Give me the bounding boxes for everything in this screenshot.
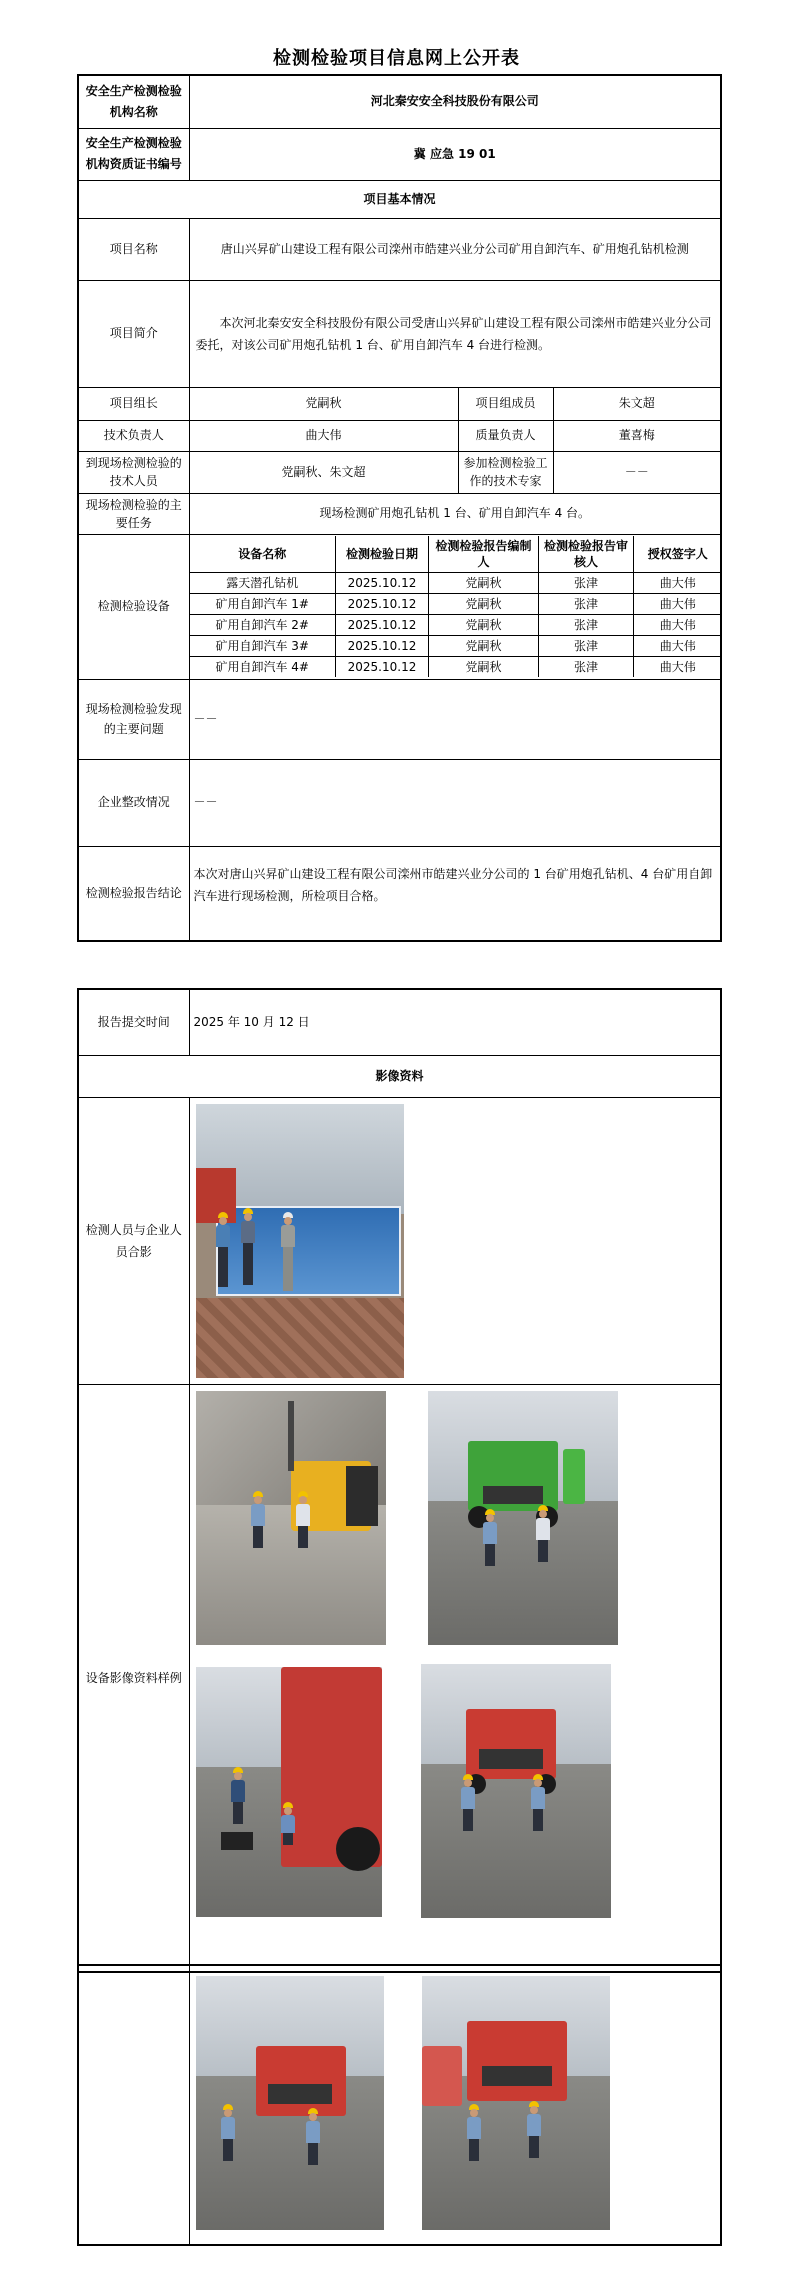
equipment-cell-date: 2025.10.12 — [336, 656, 429, 677]
tech-row — [78, 420, 721, 451]
equipment-photo-label: 设备影像资料样例 — [78, 1384, 189, 1972]
quality-label: 质量负责人 — [458, 420, 553, 451]
equipment-cell-name: 矿用自卸汽车 1# — [190, 593, 336, 614]
equipment-header: 检测检验报告编制人 — [429, 536, 539, 572]
truck-photo-2 — [196, 1667, 382, 1917]
task-label: 现场检测检验的主要任务 — [78, 493, 189, 534]
org-name-row — [78, 75, 721, 128]
equipment-cell-signer: 曲大伟 — [634, 656, 722, 677]
table-row — [190, 572, 722, 593]
equipment-cell-date: 2025.10.12 — [336, 593, 429, 614]
truck-photo-4 — [196, 1976, 384, 2230]
extra-photo-table — [77, 1964, 722, 2246]
equipment-row — [78, 534, 721, 679]
cert-row — [78, 128, 721, 180]
equipment-cell-signer: 曲大伟 — [634, 572, 722, 593]
cert-label: 安全生产检测检验机构资质证书编号 — [78, 128, 189, 180]
onsite-label: 到现场检测检验的技术人员 — [78, 451, 189, 493]
table-row — [190, 614, 722, 635]
drill-photo — [196, 1391, 386, 1645]
equipment-cell-author: 党嗣秋 — [429, 614, 539, 635]
problems-row — [78, 679, 721, 759]
truck-photo-5 — [422, 1976, 610, 2230]
conclusion-label: 检测检验报告结论 — [78, 846, 189, 941]
equipment-cell-name: 露天潜孔钻机 — [190, 572, 336, 593]
equipment-header: 检测检验日期 — [336, 536, 429, 572]
table-row — [190, 656, 722, 677]
member-label: 项目组成员 — [458, 387, 553, 420]
equipment-header-row — [190, 536, 722, 572]
leader-row — [78, 387, 721, 420]
equipment-cell-signer: 曲大伟 — [634, 614, 722, 635]
equipment-cell-reviewer: 张津 — [539, 572, 634, 593]
table-row — [190, 593, 722, 614]
equipment-cell-date: 2025.10.12 — [336, 614, 429, 635]
expert-label: 参加检测检验工作的技术专家 — [458, 451, 553, 493]
task-row — [78, 493, 721, 534]
equipment-cell-author: 党嗣秋 — [429, 572, 539, 593]
equipment-label: 检测检验设备 — [78, 534, 189, 679]
intro-value: 本次河北秦安安全科技股份有限公司受唐山兴昇矿山建设工程有限公司滦州市皓建兴业分公司委托，对该公司矿用炮孔钻机 1 台、矿用自卸汽车 4 台进行检测。 — [189, 280, 721, 387]
equipment-cell-author: 党嗣秋 — [429, 635, 539, 656]
page-title: 检测检验项目信息网上公开表 — [273, 48, 520, 69]
conclusion-row — [78, 846, 721, 941]
equipment-cell — [189, 534, 721, 679]
problems-value: －－ — [189, 679, 721, 759]
equipment-cell-date: 2025.10.12 — [336, 572, 429, 593]
project-name-label: 项目名称 — [78, 218, 189, 280]
truck-photo-1 — [428, 1391, 618, 1645]
project-name-row — [78, 218, 721, 280]
equipment-cell-author: 党嗣秋 — [429, 656, 539, 677]
group-photo-label: 检测人员与企业人员合影 — [78, 1097, 189, 1384]
onsite-value: 党嗣秋、朱文超 — [189, 451, 458, 493]
tech-value: 曲大伟 — [189, 420, 458, 451]
group-photo-cell — [189, 1097, 721, 1384]
media-title: 影像资料 — [78, 1055, 721, 1097]
equipment-cell-date: 2025.10.12 — [336, 635, 429, 656]
intro-row — [78, 280, 721, 387]
cert-value: 冀 应急 19 01 — [189, 128, 721, 180]
submit-value: 2025 年 10 月 12 日 — [189, 989, 721, 1055]
equipment-header: 设备名称 — [190, 536, 336, 572]
extra-photo-label — [78, 1965, 189, 2245]
intro-label: 项目简介 — [78, 280, 189, 387]
media-table — [77, 988, 722, 1973]
equipment-cell-name: 矿用自卸汽车 3# — [190, 635, 336, 656]
rectify-label: 企业整改情况 — [78, 759, 189, 846]
equipment-cell-signer: 曲大伟 — [634, 635, 722, 656]
info-table — [77, 74, 722, 942]
tech-label: 技术负责人 — [78, 420, 189, 451]
problems-label: 现场检测检验发现的主要问题 — [78, 679, 189, 759]
expert-value: －－ — [553, 451, 721, 493]
table-row — [190, 635, 722, 656]
equipment-photo-cell — [189, 1384, 721, 1972]
equipment-cell-signer: 曲大伟 — [634, 593, 722, 614]
rectify-row — [78, 759, 721, 846]
member-value: 朱文超 — [553, 387, 721, 420]
equipment-cell-reviewer: 张津 — [539, 614, 634, 635]
project-name-value: 唐山兴昇矿山建设工程有限公司滦州市皓建兴业分公司矿用自卸汽车、矿用炮孔钻机检测 — [189, 218, 721, 280]
equipment-cell-reviewer: 张津 — [539, 635, 634, 656]
equipment-photo-row — [78, 1384, 721, 1972]
group-photo-row — [78, 1097, 721, 1384]
submit-row — [78, 989, 721, 1055]
leader-label: 项目组长 — [78, 387, 189, 420]
onsite-row — [78, 451, 721, 493]
section-title: 项目基本情况 — [78, 180, 721, 218]
equipment-table — [190, 536, 722, 677]
group-photo — [196, 1104, 404, 1378]
org-name-value: 河北秦安安全科技股份有限公司 — [189, 75, 721, 128]
quality-value: 董喜梅 — [553, 420, 721, 451]
extra-photo-row — [78, 1965, 721, 2245]
equipment-cell-reviewer: 张津 — [539, 656, 634, 677]
conclusion-value: 本次对唐山兴昇矿山建设工程有限公司滦州市皓建兴业分公司的 1 台矿用炮孔钻机、4 台矿用自卸汽车进行现场检测，所检项目合格。 — [189, 846, 721, 941]
task-value: 现场检测矿用炮孔钻机 1 台、矿用自卸汽车 4 台。 — [189, 493, 721, 534]
media-header-row — [78, 1055, 721, 1097]
equipment-header: 授权签字人 — [634, 536, 722, 572]
truck-photo-3 — [421, 1664, 611, 1918]
leader-value: 党嗣秋 — [189, 387, 458, 420]
equipment-cell-reviewer: 张津 — [539, 593, 634, 614]
org-name-label: 安全生产检测检验机构名称 — [78, 75, 189, 128]
equipment-cell-name: 矿用自卸汽车 4# — [190, 656, 336, 677]
equipment-header: 检测检验报告审核人 — [539, 536, 634, 572]
equipment-cell-name: 矿用自卸汽车 2# — [190, 614, 336, 635]
submit-label: 报告提交时间 — [78, 989, 189, 1055]
equipment-cell-author: 党嗣秋 — [429, 593, 539, 614]
section-header-row — [78, 180, 721, 218]
extra-photo-cell — [189, 1965, 721, 2245]
rectify-value: －－ — [189, 759, 721, 846]
